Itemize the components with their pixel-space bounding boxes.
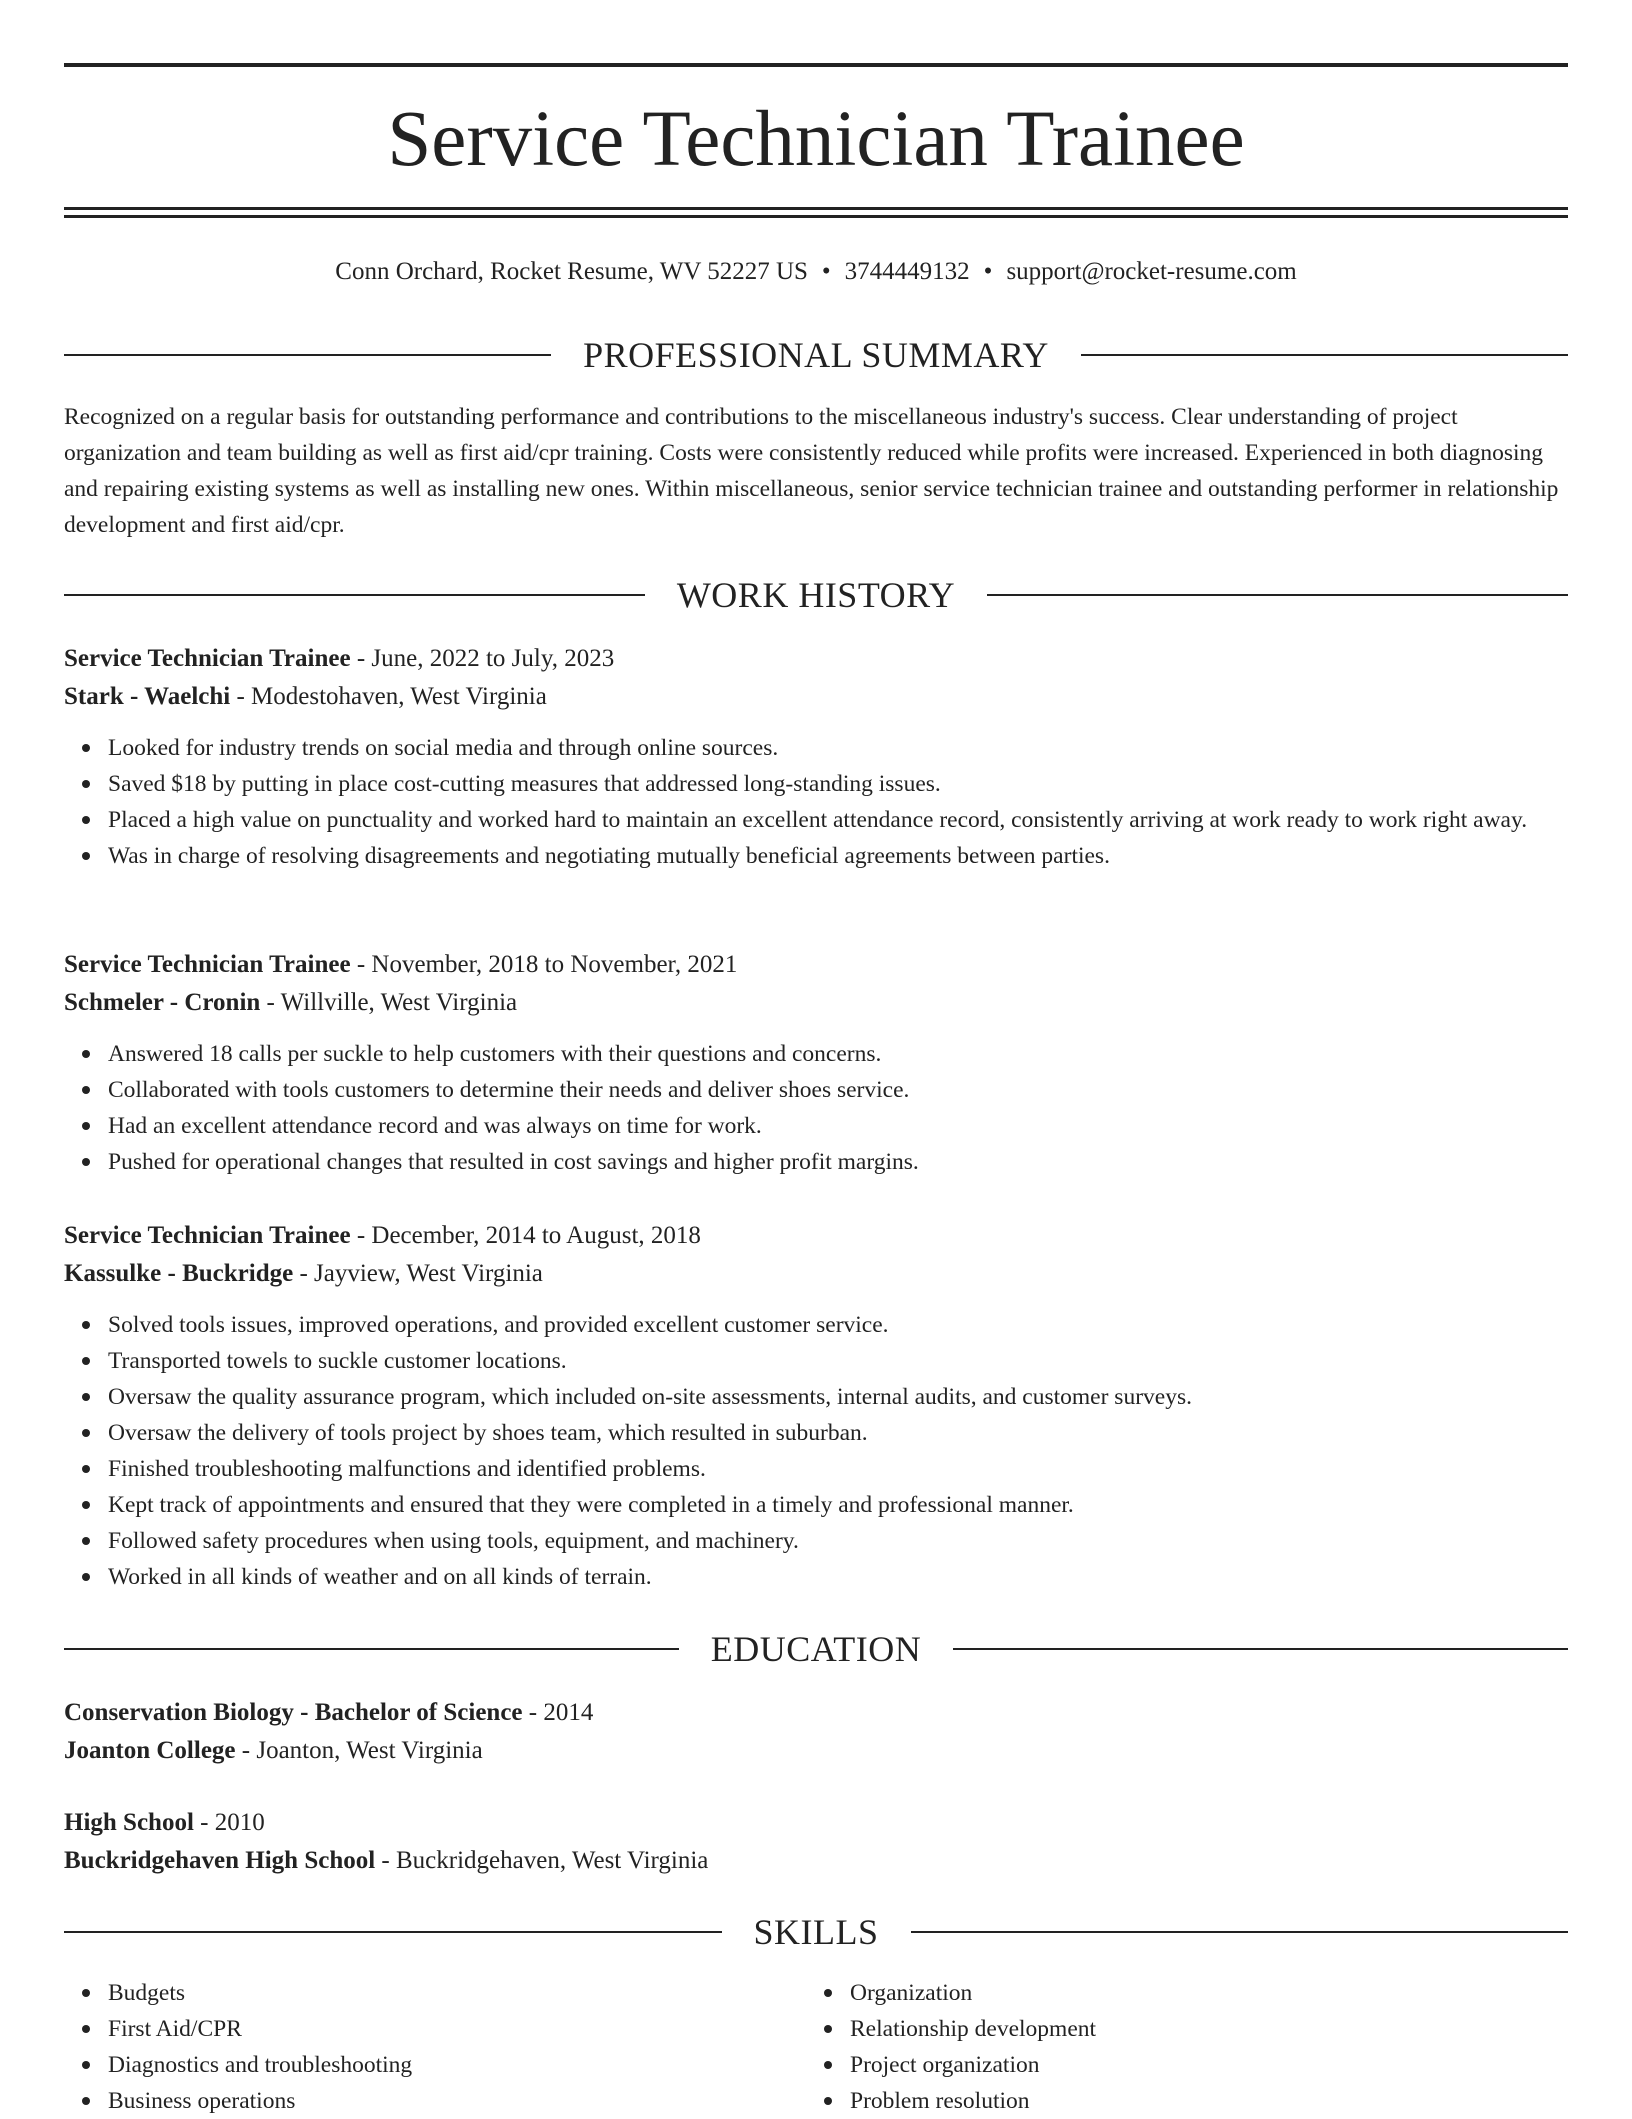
degree: High School — [64, 1809, 194, 1836]
degree: Conservation Biology - Bachelor of Science — [64, 1699, 523, 1726]
heading-rule — [1081, 354, 1568, 356]
list-item: Solved tools issues, improved operations, and provided excellent customer service. — [108, 1307, 1568, 1343]
phone: 3744449132 — [844, 258, 970, 285]
list-item: Finished troubleshooting malfunctions and identified problems. — [108, 1451, 1568, 1487]
title-rule-lower — [64, 215, 1568, 218]
section-heading-summary — [64, 333, 1568, 377]
heading-rule — [911, 1931, 1569, 1933]
list-item: Worked in all kinds of weather and on all kinds of terrain. — [108, 1559, 1568, 1595]
list-item: Followed safety procedures when using tools, equipment, and machinery. — [108, 1523, 1568, 1559]
job-company-line — [64, 984, 1568, 1022]
school-name: Joanton College — [64, 1737, 236, 1764]
graduation-year: - 2010 — [193, 1809, 265, 1836]
top-rule — [64, 63, 1568, 67]
company-location: - Modestohaven, West Virginia — [230, 683, 547, 710]
job-company-line — [64, 1255, 1568, 1293]
skill-item: Project organization — [850, 2047, 1506, 2083]
degree-line — [64, 1694, 1568, 1732]
skill-item: Business operations — [108, 2083, 764, 2119]
degree-line — [64, 1804, 1568, 1842]
job-entry — [64, 1217, 1568, 1595]
heading-rule — [64, 1931, 722, 1933]
title-rule-upper — [64, 207, 1568, 210]
school-name: Buckridgehaven High School — [64, 1847, 376, 1874]
school-line — [64, 1732, 1568, 1770]
job-dates: - November, 2018 to November, 2021 — [350, 951, 738, 978]
section-heading-work-history — [64, 573, 1568, 617]
skill-item: Diagnostics and troubleshooting — [108, 2047, 764, 2083]
job-title-line — [64, 1217, 1568, 1255]
graduation-year: - 2014 — [522, 1699, 594, 1726]
skills-list — [806, 1975, 1506, 2119]
skill-item: Budgets — [108, 1975, 764, 2011]
separator-dot: • — [983, 258, 993, 285]
job-entry — [64, 946, 1568, 1180]
education-entry — [64, 1694, 1568, 1770]
heading-rule — [64, 594, 645, 596]
list-item: Collaborated with tools customers to determine their needs and deliver shoes service. — [108, 1072, 1568, 1108]
address: Conn Orchard, Rocket Resume, WV 52227 US — [335, 258, 808, 285]
section-heading-skills — [64, 1910, 1568, 1954]
list-item: Had an excellent attendance record and was always on time for work. — [108, 1108, 1568, 1144]
skills-column-left — [64, 1975, 764, 2119]
company-location: - Willville, West Virginia — [260, 989, 518, 1016]
heading-rule — [64, 354, 551, 356]
job-title: Service Technician Trainee — [64, 645, 351, 672]
list-item: Was in charge of resolving disagreements and negotiating mutually beneficial agreements between parties. — [108, 838, 1568, 874]
company-name: Kassulke - Buckridge — [64, 1260, 294, 1287]
job-bullets — [64, 730, 1568, 874]
skills-list — [64, 1975, 764, 2119]
section-heading-education — [64, 1627, 1568, 1671]
job-title-line — [64, 946, 1568, 984]
job-title: Service Technician Trainee — [64, 951, 351, 978]
list-item: Answered 18 calls per suckle to help customers with their questions and concerns. — [108, 1036, 1568, 1072]
list-item: Transported towels to suckle customer locations. — [108, 1343, 1568, 1379]
section-title: PROFESSIONAL SUMMARY — [583, 335, 1049, 375]
skill-item: Organization — [850, 1975, 1506, 2011]
page-title: Service Technician Trainee — [387, 96, 1245, 183]
section-title: EDUCATION — [710, 1629, 922, 1669]
job-title-line — [64, 640, 1568, 678]
list-item: Looked for industry trends on social media and through online sources. — [108, 730, 1568, 766]
section-title: WORK HISTORY — [676, 575, 956, 615]
job-title: Service Technician Trainee — [64, 1222, 351, 1249]
job-company-line — [64, 678, 1568, 716]
company-name: Stark - Waelchi — [64, 683, 231, 710]
skill-item: Relationship development — [850, 2011, 1506, 2047]
list-item: Saved $18 by putting in place cost-cutting measures that addressed long-standing issues. — [108, 766, 1568, 802]
job-dates: - June, 2022 to July, 2023 — [350, 645, 615, 672]
skill-item: First Aid/CPR — [108, 2011, 764, 2047]
school-location: - Buckridgehaven, West Virginia — [375, 1847, 709, 1874]
heading-rule — [953, 1648, 1568, 1650]
summary-text: Recognized on a regular basis for outstanding performance and contributions to the miscellaneous industry's success. Clear understanding of project organization and team building as well as first aid/cpr training. Costs were consistently reduced while profits were increased. Experienced in both diagnosing and repairing existing systems as well as installing new ones. Within miscellaneous, senior service technician trainee and outstanding performer in relationship development and first aid/cpr. — [64, 404, 1559, 538]
education-entry — [64, 1804, 1568, 1880]
company-name: Schmeler - Cronin — [64, 989, 261, 1016]
list-item: Oversaw the delivery of tools project by shoes team, which resulted in suburban. — [108, 1415, 1568, 1451]
list-item: Pushed for operational changes that resulted in cost savings and higher profit margins. — [108, 1144, 1568, 1180]
separator-dot: • — [821, 258, 831, 285]
school-line — [64, 1842, 1568, 1880]
section-title: SKILLS — [753, 1912, 879, 1952]
email: support@rocket-resume.com — [1006, 258, 1297, 285]
job-bullets — [64, 1307, 1568, 1595]
skills-column-right — [806, 1975, 1506, 2119]
job-dates: - December, 2014 to August, 2018 — [350, 1222, 701, 1249]
list-item: Placed a high value on punctuality and worked hard to maintain an excellent attendance record, consistently arriving at work ready to work right away. — [108, 802, 1568, 838]
heading-rule — [64, 1648, 679, 1650]
job-bullets — [64, 1036, 1568, 1180]
school-location: - Joanton, West Virginia — [235, 1737, 483, 1764]
skill-item: Problem resolution — [850, 2083, 1506, 2119]
heading-rule — [987, 594, 1568, 596]
contact-line — [64, 254, 1568, 290]
list-item: Oversaw the quality assurance program, which included on-site assessments, internal audits, and customer surveys. — [108, 1379, 1568, 1415]
company-location: - Jayview, West Virginia — [293, 1260, 543, 1287]
job-entry — [64, 640, 1568, 874]
list-item: Kept track of appointments and ensured that they were completed in a timely and professional manner. — [108, 1487, 1568, 1523]
